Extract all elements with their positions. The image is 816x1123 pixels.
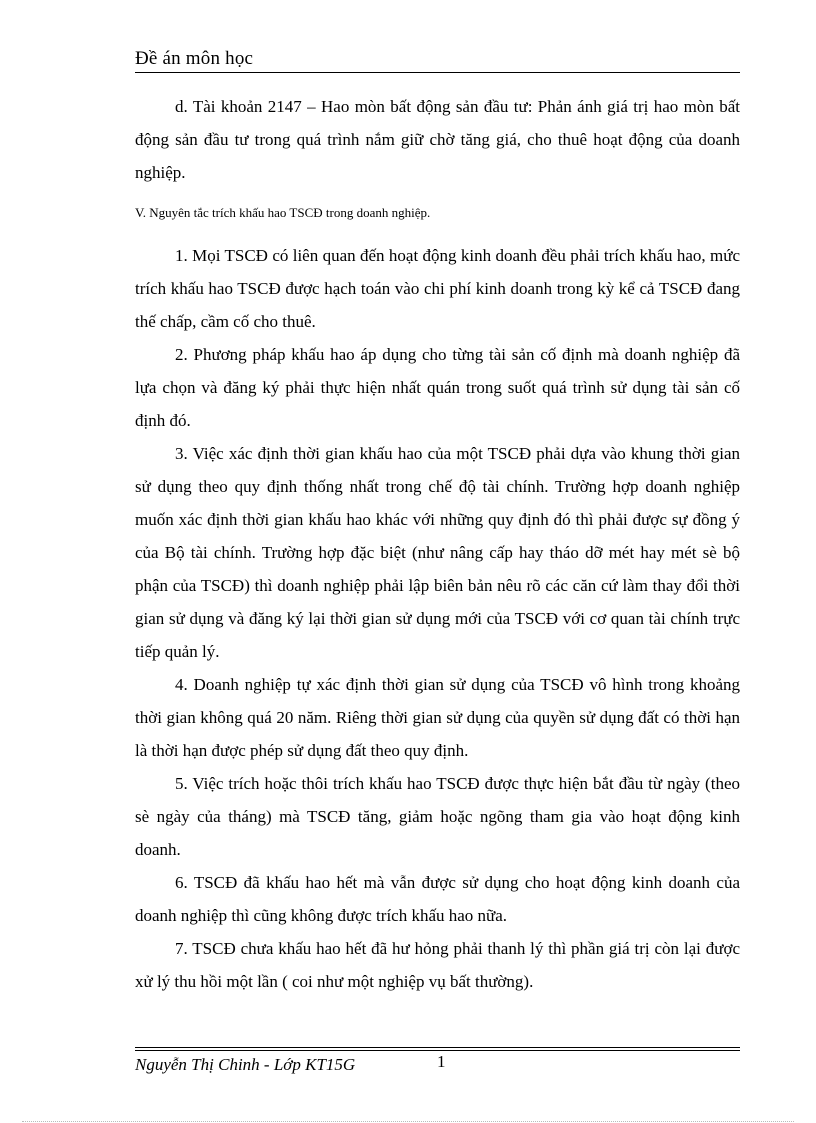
list-item: 2. Phương pháp khấu hao áp dụng cho từng tài sản cố định mà doanh nghiệp đã lựa chọn và đăng ký phải thực hiện nhất quán trong suốt quá trình sử dụng tài sản cố định đó.	[135, 345, 740, 430]
footer-author: Nguyễn Thị Chinh - Lớp KT15G	[135, 1055, 356, 1074]
list-item: 5. Việc trích hoặc thôi trích khấu hao TSCĐ được thực hiện bắt đầu từ ngày (theo sè ngày của tháng) mà TSCĐ tăng, giảm hoặc ngõng tham gia vào hoạt động kinh doanh.	[135, 774, 740, 859]
list-item: 4. Doanh nghiệp tự xác định thời gian sử dụng của TSCĐ vô hình trong khoảng thời gian không quá 20 năm. Riêng thời gian sử dụng của quyền sử dụng đất có thời hạn là thời hạn được phép sử dụng đất theo quy định.	[135, 675, 740, 760]
section-heading: V. Nguyên tắc trích khấu hao TSCĐ trong doanh nghiệp.	[135, 205, 431, 220]
list-item: 1. Mọi TSCĐ có liên quan đến hoạt động kinh doanh đều phải trích khấu hao, mức trích khấu hao TSCĐ được hạch toán vào chi phí kinh doanh trong kỳ kể cả TSCĐ đang thế chấp, cầm cố cho thuê.	[135, 246, 740, 331]
page-header-title: Đề án môn học	[135, 48, 254, 69]
footer-divider-top	[135, 1047, 740, 1048]
paragraph-account-2147: d. Tài khoản 2147 – Hao mòn bất động sản đầu tư: Phản ánh giá trị hao mòn bất động sản đầu tư trong quá trình nắm giữ chờ tăng giá, cho thuê hoạt động của doanh nghiệp.	[135, 97, 740, 182]
footer-divider-bottom	[135, 1050, 740, 1051]
list-item: 6. TSCĐ đã khấu hao hết mà vẫn được sử dụng cho hoạt động kinh doanh của doanh nghiệp thì cũng không được trích khấu hao nữa.	[135, 873, 740, 925]
page-number: 1	[437, 1052, 446, 1071]
page-edge	[22, 1121, 794, 1122]
header-divider	[135, 72, 740, 73]
document-body	[135, 90, 740, 998]
list-item: 7. TSCĐ chưa khấu hao hết đã hư hỏng phải thanh lý thì phần giá trị còn lại được xử lý thu hồi một lần ( coi như một nghiệp vụ bất thường).	[135, 939, 740, 991]
list-item: 3. Việc xác định thời gian khấu hao của một TSCĐ phải dựa vào khung thời gian sử dụng theo quy định thống nhất trong chế độ tài chính. Trường hợp doanh nghiệp muốn xác định thời gian khấu hao khác với những quy định đó thì phải được sự đồng ý của Bộ tài chính. Trường hợp đặc biệt (như nâng cấp hay tháo dỡ mét hay mét sè bộ phận của TSCĐ) thì doanh nghiệp phải lập biên bản nêu rõ các căn cứ làm thay đổi thời gian sử dụng và đăng ký lại thời gian sử dụng mới của TSCĐ với cơ quan tài chính trực tiếp quản lý.	[135, 444, 740, 661]
